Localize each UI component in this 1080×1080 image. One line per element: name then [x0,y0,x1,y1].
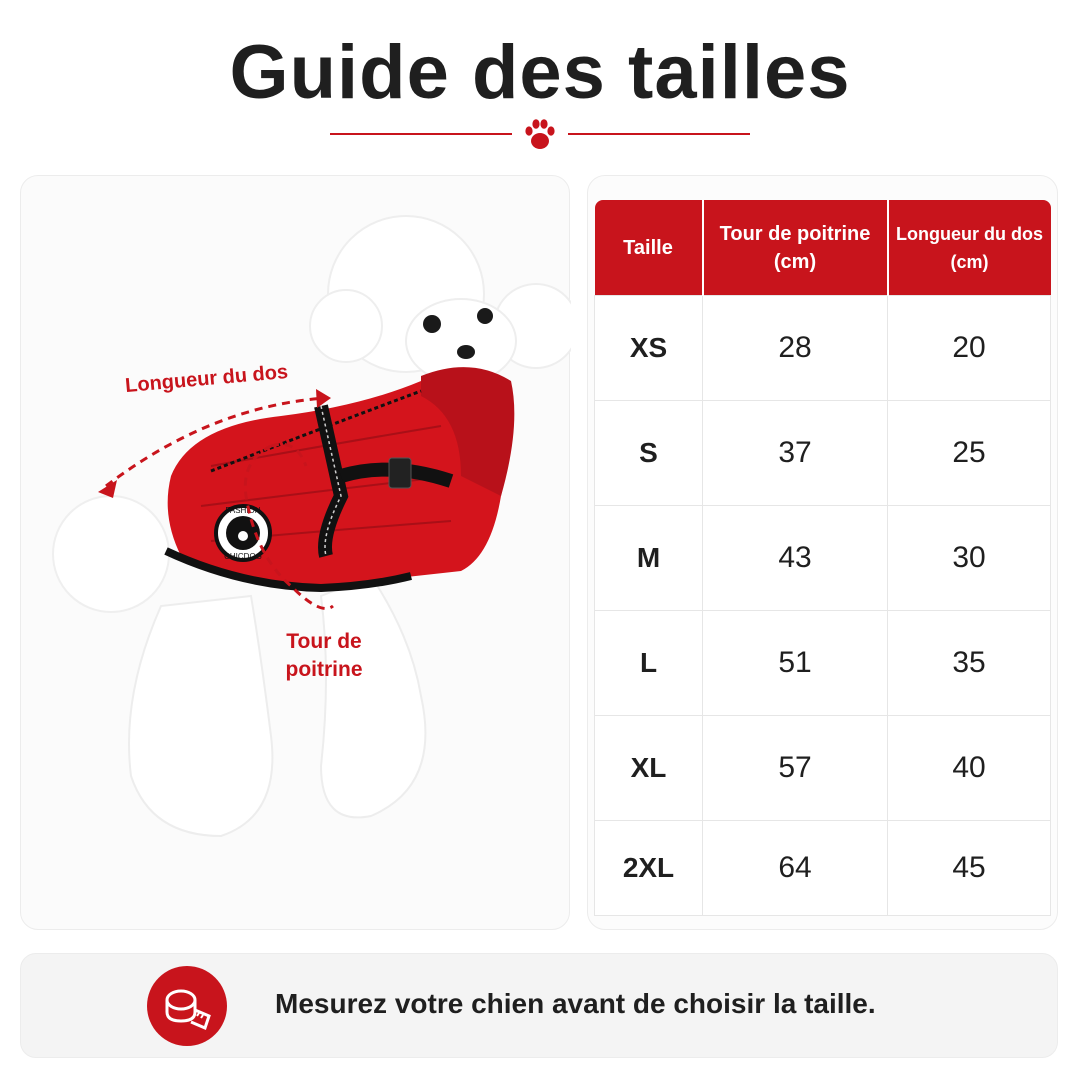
table-row [595,401,1051,506]
cell-size: L [595,611,703,716]
dog-illustration-panel [20,175,570,930]
header-chest [703,200,888,296]
cell-size: XL [595,716,703,821]
cell-chest: 37 [703,401,888,506]
table-header-row [595,200,1051,296]
table-row [595,611,1051,716]
footer-banner [20,953,1058,1058]
cell-back: 20 [888,296,1051,401]
cell-chest: 57 [703,716,888,821]
header-back-line2: (cm) [950,251,989,272]
table-row [595,716,1051,821]
back-length-label: Longueur du dos [124,360,289,398]
header-back [888,200,1051,296]
table-row [595,821,1051,916]
header-chest-line2: (cm) [773,250,817,273]
cell-chest: 51 [703,611,888,716]
header-back-line1: Longueur du dos [896,223,1043,244]
cell-back: 30 [888,506,1051,611]
chest-label-line1: Tour de [286,630,362,653]
divider-line-left [330,133,512,135]
title-divider [330,112,750,156]
table-row [595,506,1051,611]
page-title: Guide des tailles [229,30,851,115]
cell-size: S [595,401,703,506]
badge-top-text: FASHION [225,506,261,515]
paw-icon [520,114,560,154]
header-chest-line1: Tour de poitrine [719,222,871,245]
cell-back: 35 [888,611,1051,716]
footer-message: Mesurez votre chien avant de choisir la taille. [275,988,876,1019]
header-size: Taille [595,200,703,296]
size-table [594,200,1051,916]
cell-back: 45 [888,821,1051,916]
cell-size: 2XL [595,821,703,916]
cell-size: M [595,506,703,611]
cell-back: 40 [888,716,1051,821]
table-row [595,296,1051,401]
badge-bottom-text: CHICDOG [224,552,262,561]
measuring-tape-icon [147,966,227,1046]
cell-chest: 28 [703,296,888,401]
cell-chest: 64 [703,821,888,916]
divider-line-right [568,133,750,135]
cell-size: XS [595,296,703,401]
dog-illustration [21,176,571,931]
chest-label [269,628,379,684]
cell-chest: 43 [703,506,888,611]
chest-label-line2: poitrine [285,658,363,681]
cell-back: 25 [888,401,1051,506]
